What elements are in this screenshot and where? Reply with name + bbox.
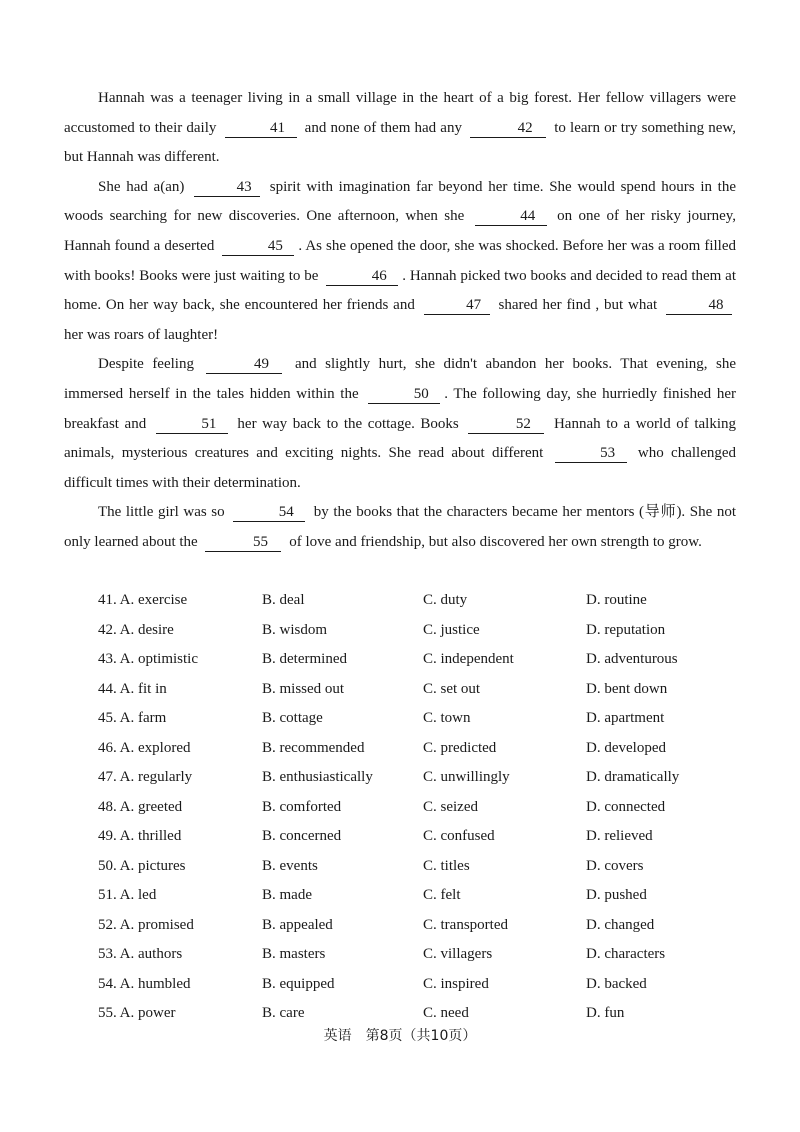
option-d: D. reputation [586,621,666,638]
passage-text: to learn or try something new, but Hannah was different. [64,119,737,166]
question-options-row [98,881,718,911]
option-a: 43. A. optimistic [98,651,199,667]
option-d: D. developed [586,739,666,756]
passage-text: and slightly hurt, she didn't abandon her books. That evening, she immersed herself in the tales hidden within the [64,356,737,402]
option-b: B. care [262,1005,305,1021]
passage-text: her way back to the cottage. Books [237,415,459,432]
option-b: B. appealed [262,916,333,933]
option-c: C. felt [423,887,461,903]
option-c: C. predicted [423,739,497,756]
option-a: 41. A. exercise [98,592,188,608]
option-b: B. events [262,857,318,874]
option-b: B. deal [262,592,305,608]
question-options-row [98,822,718,852]
blank-50: 50 [368,386,440,404]
answer-options [98,586,718,1029]
passage-text: Despite feeling [98,356,194,373]
paragraph-2 [64,173,736,351]
option-c: C. villagers [423,946,493,962]
option-a: 48. A. greeted [98,798,183,815]
question-options-row [98,645,718,675]
option-a: 54. A. humbled [98,975,191,992]
blank-45: 45 [222,238,294,256]
option-a: 49. A. thrilled [98,828,182,844]
option-b: B. made [262,887,312,903]
option-d: D. apartment [586,710,665,726]
option-a: 46. A. explored [98,739,191,756]
option-b: B. comforted [262,798,342,815]
option-a: 52. A. promised [98,916,194,933]
option-d: D. bent down [586,680,668,697]
question-options-row [98,734,718,764]
question-options-row [98,675,718,705]
blank-54: 54 [233,504,305,522]
option-a: 50. A. pictures [98,857,186,874]
option-d: D. dramatically [586,769,680,785]
blank-42: 42 [470,120,546,138]
option-b: B. recommended [262,739,365,756]
blank-52: 52 [468,416,544,434]
option-d: D. backed [586,975,647,992]
passage-text: shared her find , but what [498,297,658,314]
option-c: C. transported [423,916,508,933]
option-d: D. routine [586,592,647,608]
question-options-row [98,763,718,793]
option-a: 53. A. authors [98,946,183,962]
option-a: 47. A. regularly [98,769,193,785]
option-b: B. missed out [262,680,345,697]
blank-53: 53 [555,445,627,463]
option-d: D. pushed [586,887,647,903]
blank-41: 41 [225,120,297,138]
option-c: C. titles [423,857,470,874]
passage-text: on one of her risky journey, Hannah found a deserted [64,208,737,254]
blank-49: 49 [206,356,282,374]
passage-text: Hannah was a teenager living in a small village in the heart of a big forest. Her fellow villagers were accustomed to their daily [64,90,736,136]
option-c: C. confused [423,828,495,844]
option-d: D. covers [586,857,644,874]
passage-text: of love and friendship, but also discovered her own strength to grow. [289,533,702,550]
option-b: B. concerned [262,828,342,844]
option-d: D. connected [586,798,666,815]
option-d: D. characters [586,946,666,962]
option-c: C. duty [423,592,468,608]
question-options-row [98,940,718,970]
option-c: C. independent [423,651,514,667]
option-b: B. masters [262,946,326,962]
paragraph-1 [64,84,736,173]
passage-text: She had a(an) [98,178,185,195]
paragraph-4 [64,498,736,557]
option-c: C. need [423,1005,469,1021]
option-a: 55. A. power [98,1005,176,1021]
passage-text: who challenged difficult times with their determination. [64,445,737,491]
option-a: 51. A. led [98,887,157,903]
passage-text: . As she opened the door, she was shocked. Before her was a room filled with books! Books were just waiting to be [64,237,737,284]
question-options-row [98,793,718,823]
option-d: D. fun [586,1005,625,1021]
option-b: B. enthusiastically [262,769,373,785]
option-c: C. town [423,710,471,726]
option-a: 45. A. farm [98,710,167,726]
question-options-row [98,586,718,616]
paragraph-3 [64,350,736,498]
page-footer: 英语 第8页（共10页） [323,1028,477,1044]
question-options-row [98,911,718,941]
option-b: B. wisdom [262,621,328,638]
option-d: D. changed [586,916,655,933]
blank-43: 43 [194,179,260,197]
passage-text: by the books that the characters became her mentors (导师). She not only learned about the [64,504,737,550]
option-a: 42. A. desire [98,621,174,638]
option-b: B. equipped [262,975,335,992]
option-d: D. adventurous [586,651,678,667]
option-c: C. unwillingly [423,769,510,785]
option-b: B. determined [262,651,347,667]
blank-55: 55 [205,534,281,552]
option-c: C. justice [423,621,480,638]
passage-text: . The following day, she hurriedly finished her breakfast and [64,385,736,432]
option-c: C. set out [423,680,481,697]
passage-text: spirit with imagination far beyond her time. She would spend hours in the woods searching for new discoveries. One afternoon, when she [64,178,737,225]
question-options-row [98,616,718,646]
passage-text: her was roars of laughter! [64,326,219,343]
blank-46: 46 [326,268,398,286]
option-c: C. seized [423,798,478,815]
blank-47: 47 [424,297,490,315]
passage-text: Hannah to a world of talking animals, mysterious creatures and exciting nights. She read about different [64,415,737,462]
cloze-passage [64,84,736,558]
blank-51: 51 [156,416,228,434]
option-b: B. cottage [262,710,323,726]
blank-48: 48 [666,297,732,315]
question-options-row [98,852,718,882]
blank-44: 44 [475,208,547,226]
option-c: C. inspired [423,975,489,992]
passage-text: The little girl was so [98,504,225,521]
question-options-row [98,704,718,734]
passage-text: and none of them had any [304,119,462,136]
passage-text: . Hannah picked two books and decided to read them at home. On her way back, she encountered her friends and [64,267,737,314]
question-options-row [98,970,718,1000]
option-a: 44. A. fit in [98,680,167,697]
option-d: D. relieved [586,828,653,844]
